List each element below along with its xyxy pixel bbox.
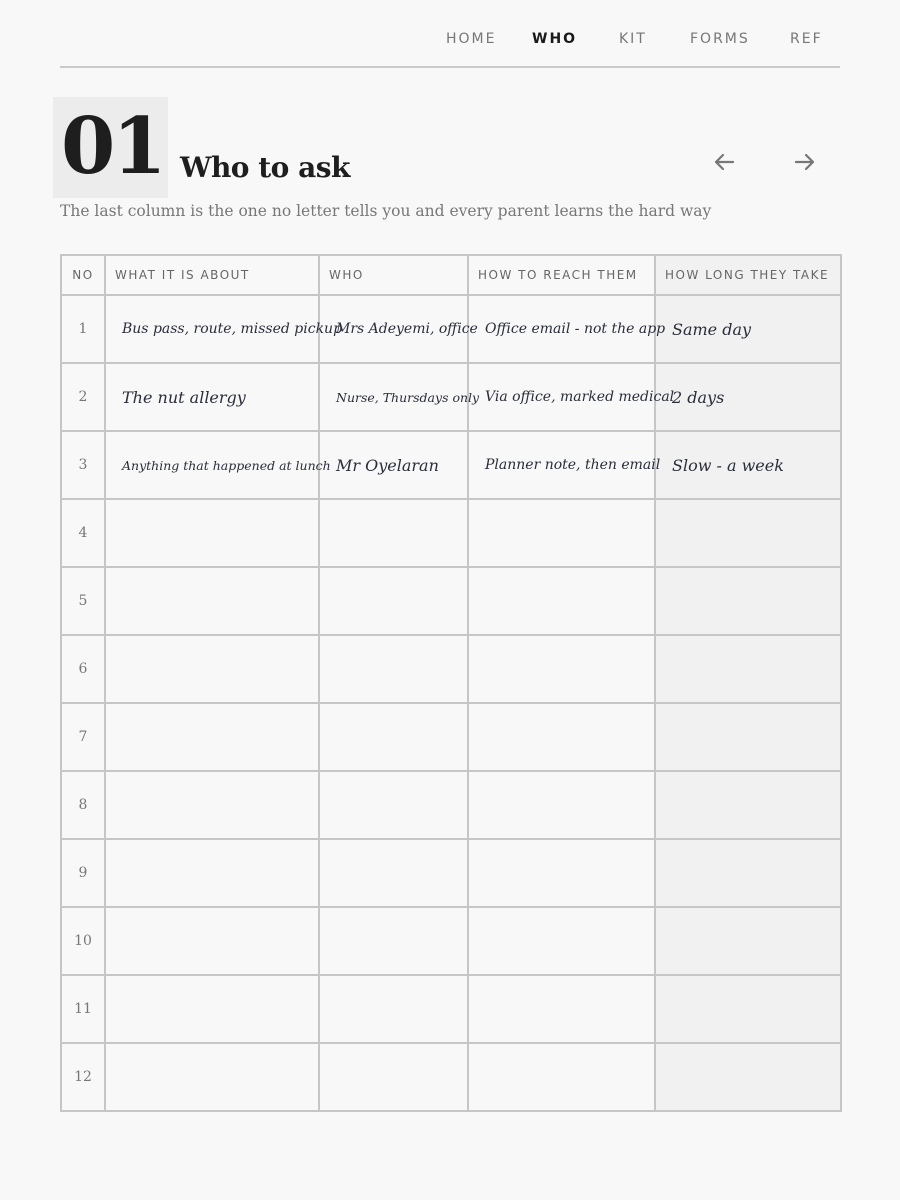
cell-time[interactable]: Slow - a week bbox=[655, 431, 841, 499]
cell-about[interactable] bbox=[105, 635, 319, 703]
cell-who[interactable] bbox=[319, 975, 468, 1043]
nav-kit-link[interactable]: KIT bbox=[619, 31, 647, 47]
contacts-table bbox=[60, 254, 842, 1112]
table-row bbox=[61, 635, 841, 703]
page-subtitle: The last column is the one no letter tells you and every parent learns the hard way bbox=[60, 202, 712, 220]
cell-about[interactable]: Bus pass, route, missed pickup bbox=[105, 295, 319, 363]
table-row bbox=[61, 499, 841, 567]
column-header-time: HOW LONG THEY TAKE bbox=[655, 255, 841, 295]
cell-reach[interactable] bbox=[468, 907, 655, 975]
row-number: 6 bbox=[61, 635, 105, 703]
cell-about[interactable] bbox=[105, 1043, 319, 1111]
next-page-button[interactable] bbox=[792, 150, 818, 174]
cell-reach[interactable] bbox=[468, 703, 655, 771]
table-row bbox=[61, 1043, 841, 1111]
cell-about[interactable] bbox=[105, 567, 319, 635]
table-row bbox=[61, 431, 841, 499]
table-row bbox=[61, 567, 841, 635]
cell-time[interactable] bbox=[655, 1043, 841, 1111]
cell-who[interactable] bbox=[319, 567, 468, 635]
table-row bbox=[61, 839, 841, 907]
cell-about[interactable] bbox=[105, 771, 319, 839]
cell-who[interactable] bbox=[319, 1043, 468, 1111]
cell-about[interactable]: The nut allergy bbox=[105, 363, 319, 431]
cell-about[interactable] bbox=[105, 499, 319, 567]
row-number: 3 bbox=[61, 431, 105, 499]
cell-about[interactable] bbox=[105, 839, 319, 907]
arrow-right-icon bbox=[792, 150, 818, 174]
cell-time[interactable] bbox=[655, 635, 841, 703]
nav-who-link[interactable]: WHO bbox=[532, 31, 578, 47]
section-number: 01 bbox=[61, 101, 164, 192]
nav-forms-link[interactable]: FORMS bbox=[690, 31, 750, 47]
cell-reach[interactable] bbox=[468, 499, 655, 567]
cell-who[interactable] bbox=[319, 635, 468, 703]
cell-time[interactable] bbox=[655, 499, 841, 567]
table-row bbox=[61, 703, 841, 771]
table-row bbox=[61, 363, 841, 431]
cell-who[interactable]: Mrs Adeyemi, office bbox=[319, 295, 468, 363]
cell-time[interactable] bbox=[655, 703, 841, 771]
cell-who[interactable] bbox=[319, 703, 468, 771]
cell-time[interactable]: 2 days bbox=[655, 363, 841, 431]
cell-reach[interactable] bbox=[468, 567, 655, 635]
nav-home-link[interactable]: HOME bbox=[446, 31, 497, 47]
row-number: 11 bbox=[61, 975, 105, 1043]
row-number: 9 bbox=[61, 839, 105, 907]
cell-reach[interactable] bbox=[468, 771, 655, 839]
column-header-about: WHAT IT IS ABOUT bbox=[105, 255, 319, 295]
cell-who[interactable] bbox=[319, 839, 468, 907]
table-row bbox=[61, 975, 841, 1043]
top-nav bbox=[60, 0, 840, 68]
cell-about[interactable] bbox=[105, 907, 319, 975]
row-number: 10 bbox=[61, 907, 105, 975]
column-header-who: WHO bbox=[319, 255, 468, 295]
cell-time[interactable]: Same day bbox=[655, 295, 841, 363]
cell-time[interactable] bbox=[655, 771, 841, 839]
cell-time[interactable] bbox=[655, 907, 841, 975]
row-number: 12 bbox=[61, 1043, 105, 1111]
row-number: 5 bbox=[61, 567, 105, 635]
row-number: 4 bbox=[61, 499, 105, 567]
nav-ref-link[interactable]: REF bbox=[790, 31, 823, 47]
table-row bbox=[61, 295, 841, 363]
column-header-no: NO bbox=[61, 255, 105, 295]
cell-about[interactable] bbox=[105, 975, 319, 1043]
cell-reach[interactable] bbox=[468, 975, 655, 1043]
arrow-left-icon bbox=[711, 150, 737, 174]
cell-who[interactable]: Mr Oyelaran bbox=[319, 431, 468, 499]
cell-reach[interactable]: Via office, marked medical bbox=[468, 363, 655, 431]
cell-who[interactable] bbox=[319, 907, 468, 975]
cell-time[interactable] bbox=[655, 567, 841, 635]
row-number: 2 bbox=[61, 363, 105, 431]
table-header-row bbox=[61, 255, 841, 295]
table-row bbox=[61, 907, 841, 975]
cell-reach[interactable] bbox=[468, 1043, 655, 1111]
row-number: 8 bbox=[61, 771, 105, 839]
column-header-reach: HOW TO REACH THEM bbox=[468, 255, 655, 295]
cell-reach[interactable] bbox=[468, 635, 655, 703]
cell-who[interactable] bbox=[319, 771, 468, 839]
cell-reach[interactable]: Office email - not the app bbox=[468, 295, 655, 363]
row-number: 1 bbox=[61, 295, 105, 363]
cell-who[interactable] bbox=[319, 499, 468, 567]
cell-time[interactable] bbox=[655, 975, 841, 1043]
section-number-block bbox=[53, 97, 168, 198]
cell-who[interactable]: Nurse, Thursdays only bbox=[319, 363, 468, 431]
cell-reach[interactable] bbox=[468, 839, 655, 907]
cell-time[interactable] bbox=[655, 839, 841, 907]
cell-about[interactable] bbox=[105, 703, 319, 771]
table-row bbox=[61, 771, 841, 839]
prev-page-button[interactable] bbox=[711, 150, 737, 174]
page-title: Who to ask bbox=[180, 151, 350, 184]
cell-about[interactable]: Anything that happened at lunch bbox=[105, 431, 319, 499]
row-number: 7 bbox=[61, 703, 105, 771]
cell-reach[interactable]: Planner note, then email bbox=[468, 431, 655, 499]
